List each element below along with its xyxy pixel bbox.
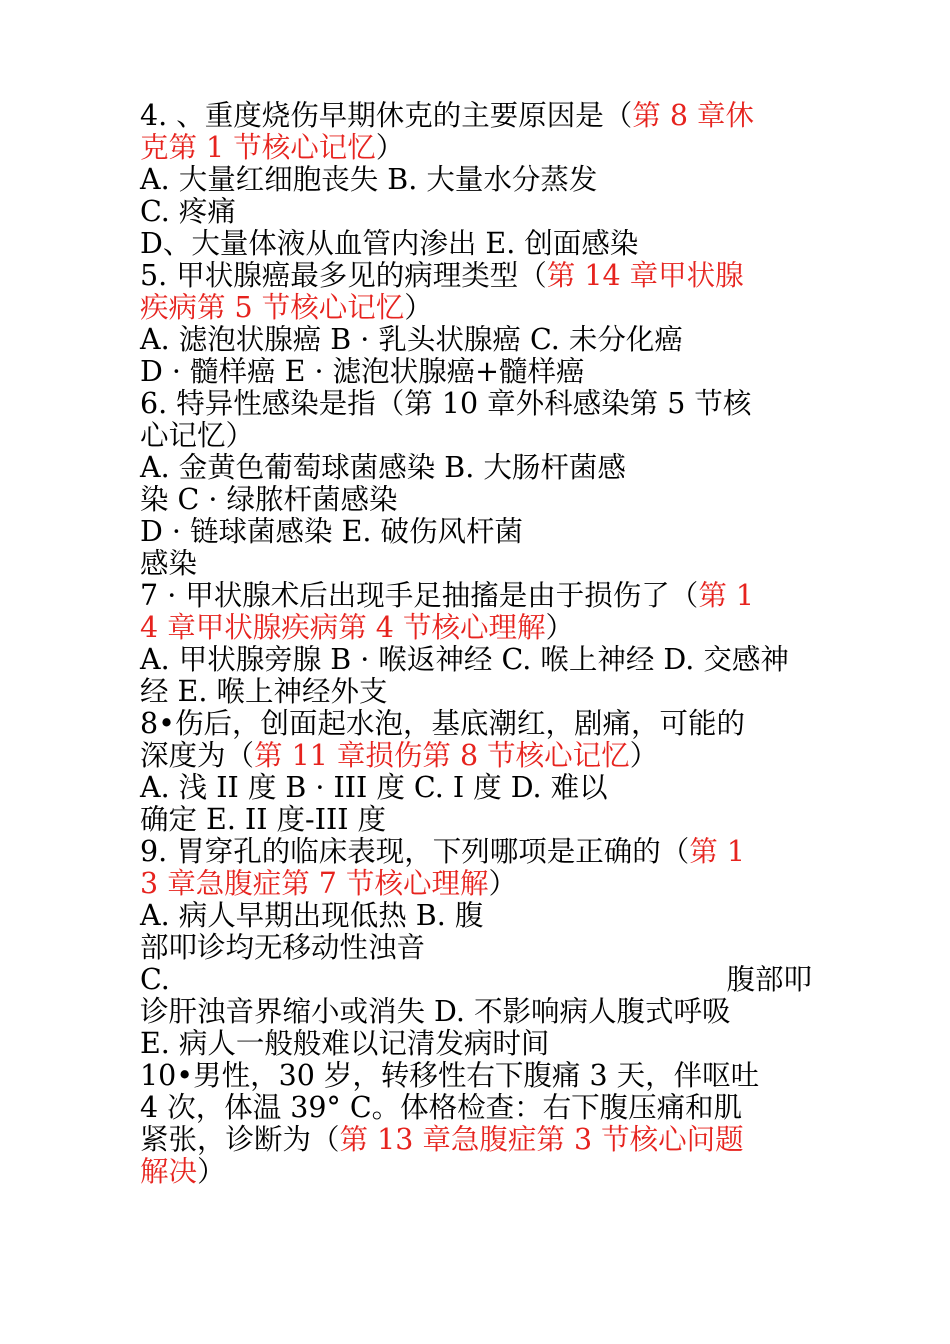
q10-chapter-reference-cont: 解决 (140, 1155, 198, 1188)
q4-options-line-2: C. 疼痛 (140, 195, 236, 228)
q9-stem-line-2 (140, 868, 812, 900)
q5-options-line-1: A. 滤泡状腺癌 B · 乳头状腺癌 C. 未分化癌 (140, 323, 683, 356)
q9-options-line-4: 诊肝浊音界缩小或消失 D. 不影响病人腹式呼吸 (140, 995, 731, 1028)
q9-close-paren: ） (488, 867, 517, 900)
q10-stem-text: 紧张，诊断为（ (140, 1123, 340, 1156)
q10-stem-line-1: 10•男性，30 岁，转移性右下腹痛 3 天，伴呕吐 (140, 1059, 760, 1092)
q10-stem-line-2: 4 次，体温 39° C。体格检查：右下腹压痛和肌 (140, 1091, 743, 1124)
q9-options-line-3 (140, 964, 812, 996)
q5-stem-line-1 (140, 260, 812, 292)
q9-stem-text: 9. 胃穿孔的临床表现，下列哪项是正确的（ (140, 835, 690, 868)
q4-stem-text: 4. 、重度烧伤早期休克的主要原因是（ (140, 99, 633, 132)
q4-chapter-reference-cont: 克第 1 节核心记忆 (140, 131, 376, 164)
q7-close-paren: ） (545, 611, 574, 644)
q6-options-line-3: D · 链球菌感染 E. 破伤风杆菌 (140, 515, 524, 548)
q7-stem-line-2 (140, 612, 812, 644)
q7-chapter-reference-cont: 4 章甲状腺疾病第 4 节核心理解 (140, 611, 546, 644)
q9-stem-line-1 (140, 836, 812, 868)
q4-options-line-3: D、大量体液从血管内渗出 E. 创面感染 (140, 227, 639, 260)
q9-option-c-label: C. (140, 963, 170, 996)
q5-options-line-2: D · 髓样癌 E · 滤泡状腺癌+髓样癌 (140, 355, 585, 388)
q6-stem-line-1: 6. 特异性感染是指（第 10 章外科感染第 5 节核 (140, 387, 752, 420)
q4-chapter-reference: 第 8 章休 (632, 99, 755, 132)
q9-options-line-2: 部叩诊均无移动性浊音 (140, 931, 426, 964)
q8-chapter-reference: 第 11 章损伤第 8 节核心记忆 (254, 739, 630, 772)
q8-stem-text: 深度为（ (140, 739, 255, 772)
q10-close-paren: ） (197, 1155, 226, 1188)
q6-options-line-4: 感染 (140, 547, 198, 580)
q6-options-line-2: 染 C · 绿脓杆菌感染 (140, 483, 398, 516)
document-page (140, 100, 812, 1188)
q7-chapter-reference: 第 1 (698, 579, 755, 612)
q9-options-line-5: E. 病人一般般难以记清发病时间 (140, 1027, 550, 1060)
q7-stem-text: 7 · 甲状腺术后出现手足抽搐是由于损伤了（ (140, 579, 699, 612)
q9-chapter-reference: 第 1 (689, 835, 745, 868)
q4-close-paren: ） (375, 131, 405, 164)
q8-stem-line-2 (140, 740, 812, 772)
q6-options-line-1: A. 金黄色葡萄球菌感染 B. 大肠杆菌感 (140, 451, 626, 484)
q8-close-paren: ） (629, 739, 659, 772)
q5-stem-text: 5. 甲状腺癌最多见的病理类型（ (140, 259, 547, 292)
q10-stem-line-4 (140, 1156, 812, 1188)
q5-chapter-reference-cont: 疾病第 5 节核心记忆 (140, 291, 405, 324)
q5-stem-line-2 (140, 292, 812, 324)
q5-close-paren: ） (404, 291, 433, 324)
q7-options-line-2: 经 E. 喉上神经外支 (140, 675, 388, 708)
q8-options-line-2: 确定 E. II 度-III 度 (140, 803, 387, 836)
q9-options-line-1: A. 病人早期出现低热 B. 腹 (140, 899, 484, 932)
q7-stem-line-1 (140, 580, 812, 612)
q4-stem-line-1 (140, 100, 812, 132)
q10-chapter-reference: 第 13 章急腹症第 3 节核心问题 (339, 1123, 744, 1156)
q8-options-line-1: A. 浅 II 度 B · III 度 C. I 度 D. 难以 (140, 771, 608, 804)
q6-stem-line-2: 心记忆） (140, 419, 255, 452)
q7-options-line-1: A. 甲状腺旁腺 B · 喉返神经 C. 喉上神经 D. 交感神 (140, 643, 789, 676)
q9-chapter-reference-cont: 3 章急腹症第 7 节核心理解 (140, 867, 489, 900)
q9-option-c-text: 腹部叩 (726, 963, 812, 996)
q4-stem-line-2 (140, 132, 812, 164)
q4-options-line-1: A. 大量红细胞丧失 B. 大量水分蒸发 (140, 163, 598, 196)
q5-chapter-reference: 第 14 章甲状腺 (546, 259, 744, 292)
q10-stem-line-3 (140, 1124, 812, 1156)
q8-stem-line-1: 8•伤后，创面起水泡，基底潮红，剧痛，可能的 (140, 707, 745, 740)
